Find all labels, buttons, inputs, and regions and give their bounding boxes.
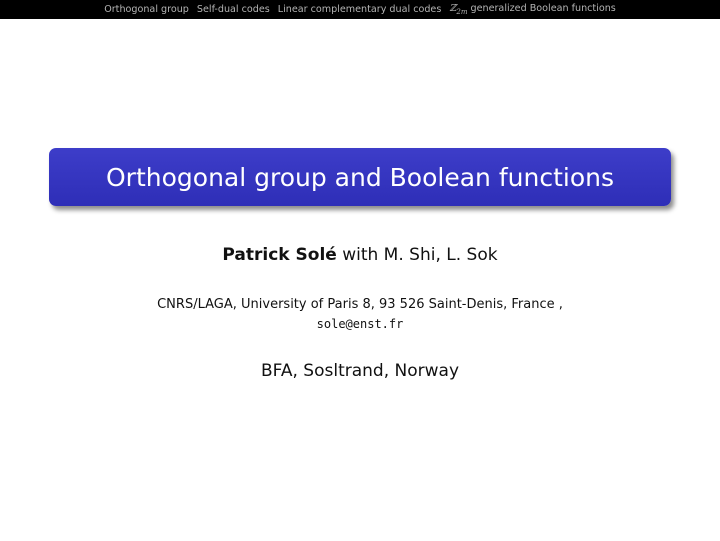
nav-item-z2m-label: generalized Boolean functions — [470, 3, 616, 15]
nav-item-orthogonal-group[interactable]: Orthogonal group — [104, 4, 189, 15]
author-line — [0, 245, 720, 265]
nav-item-z2m-symbol: ℤ — [449, 3, 457, 15]
nav-item-z2m-boolean-functions[interactable] — [445, 3, 619, 16]
slide-title: Orthogonal group and Boolean functions — [106, 162, 614, 192]
title-box — [49, 148, 671, 206]
navigation-bar — [0, 0, 720, 19]
nav-item-lcd-codes[interactable]: Linear complementary dual codes — [277, 4, 442, 15]
nav-item-self-dual-codes[interactable]: Self-dual codes — [196, 4, 270, 15]
coauthors: with M. Shi, L. Sok — [336, 245, 498, 265]
affiliation: CNRS/LAGA, University of Paris 8, 93 526 Saint-Denis, France , — [157, 297, 563, 312]
author-name: Patrick Solé — [222, 245, 337, 265]
nav-item-z2m-subscript: 2m — [456, 7, 468, 16]
email-address: sole@enst.fr — [316, 317, 404, 331]
venue: BFA, Sosltrand, Norway — [260, 361, 460, 381]
